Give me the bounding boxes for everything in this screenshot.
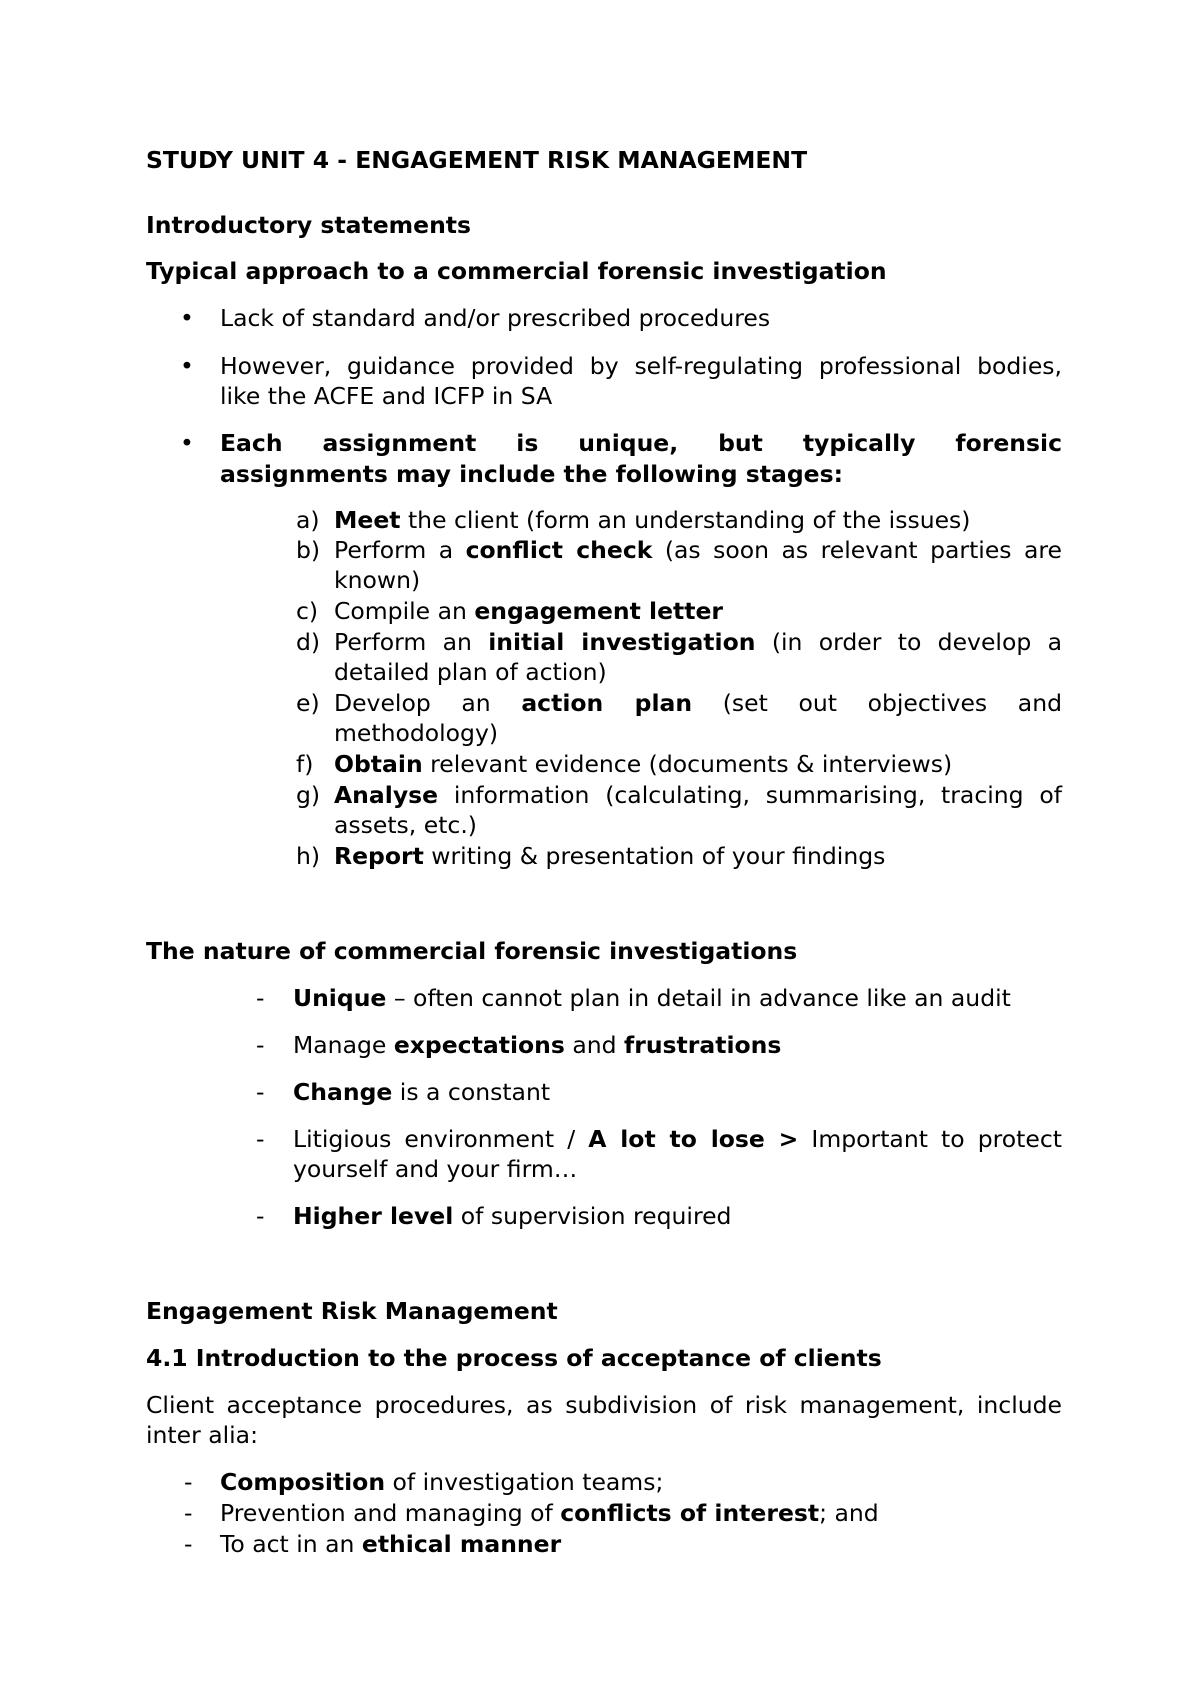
acceptance-paragraph-line-2: inter alia: xyxy=(146,1421,259,1449)
stage-item: Perform a conflict check (as soon as relevant parties are xyxy=(334,536,1063,564)
page-title: STUDY UNIT 4 - ENGAGEMENT RISK MANAGEMENT xyxy=(146,146,808,174)
dash-bullet-icon: - xyxy=(184,1499,193,1527)
stage-label: f) xyxy=(296,750,314,778)
nature-item-4-line-2: yourself and your firm… xyxy=(293,1155,578,1183)
bullet-dot-icon: • xyxy=(180,304,194,332)
intro-heading: Introductory statements xyxy=(146,211,472,239)
bullet-dot-icon: • xyxy=(180,352,194,380)
stage-item: Develop an action plan (set out objectives and xyxy=(334,689,1063,717)
bullet-1-text: Lack of standard and/or prescribed procedures xyxy=(220,304,771,332)
bullet-3-line-2: assignments may include the following stages: xyxy=(220,460,843,488)
nature-heading: The nature of commercial forensic investigations xyxy=(146,937,798,965)
erm-heading: Engagement Risk Management xyxy=(146,1297,558,1325)
dash-bullet-icon: - xyxy=(256,1031,265,1059)
bullet-2-line-2: like the ACFE and ICFP in SA xyxy=(220,382,553,410)
dash-bullet-icon: - xyxy=(184,1530,193,1558)
stage-item-continuation: detailed plan of action) xyxy=(334,658,607,686)
dash-bullet-icon: - xyxy=(256,1202,265,1230)
acceptance-item-3: To act in an ethical manner xyxy=(220,1530,562,1558)
nature-item-1: Unique – often cannot plan in detail in advance like an audit xyxy=(293,984,1011,1012)
dash-bullet-icon: - xyxy=(184,1468,193,1496)
nature-item-5: Higher level of supervision required xyxy=(293,1202,732,1230)
stage-item: Analyse information (calculating, summarising, tracing of xyxy=(334,781,1062,809)
stage-item-continuation: methodology) xyxy=(334,719,499,747)
bullet-2-line-1: However, guidance provided by self-regulating professional bodies, xyxy=(220,352,1062,380)
acceptance-item-2: Prevention and managing of conflicts of interest; and xyxy=(220,1499,879,1527)
stage-label: d) xyxy=(296,628,321,656)
nature-item-2: Manage expectations and frustrations xyxy=(293,1031,782,1059)
stage-item-continuation: known) xyxy=(334,566,421,594)
bullet-3-line-1: Each assignment is unique, but typically forensic xyxy=(220,429,1062,457)
dash-bullet-icon: - xyxy=(256,1078,265,1106)
nature-item-4-line-1: Litigious environment / A lot to lose > Important to protect xyxy=(293,1125,1062,1153)
stage-item: Compile an engagement letter xyxy=(334,597,724,625)
stage-item: Obtain relevant evidence (documents & interviews) xyxy=(334,750,953,778)
stage-label: c) xyxy=(296,597,319,625)
stage-label: g) xyxy=(296,781,321,809)
acceptance-item-1: Composition of investigation teams; xyxy=(220,1468,664,1496)
stage-label: h) xyxy=(296,842,321,870)
dash-bullet-icon: - xyxy=(256,984,265,1012)
acceptance-paragraph-line-1: Client acceptance procedures, as subdivision of risk management, include xyxy=(146,1391,1062,1419)
stage-label: b) xyxy=(296,536,321,564)
stage-item-continuation: assets, etc.) xyxy=(334,811,477,839)
stage-label: e) xyxy=(296,689,320,717)
stage-item: Perform an initial investigation (in order to develop a xyxy=(334,628,1062,656)
nature-item-3: Change is a constant xyxy=(293,1078,551,1106)
approach-heading: Typical approach to a commercial forensic investigation xyxy=(146,257,887,285)
bullet-dot-icon: • xyxy=(180,429,194,457)
section-4-1-heading: 4.1 Introduction to the process of acceptance of clients xyxy=(146,1344,882,1372)
stage-item: Report writing & presentation of your findings xyxy=(334,842,886,870)
stage-label: a) xyxy=(296,506,320,534)
dash-bullet-icon: - xyxy=(256,1125,265,1153)
stage-item: Meet the client (form an understanding of the issues) xyxy=(334,506,971,534)
